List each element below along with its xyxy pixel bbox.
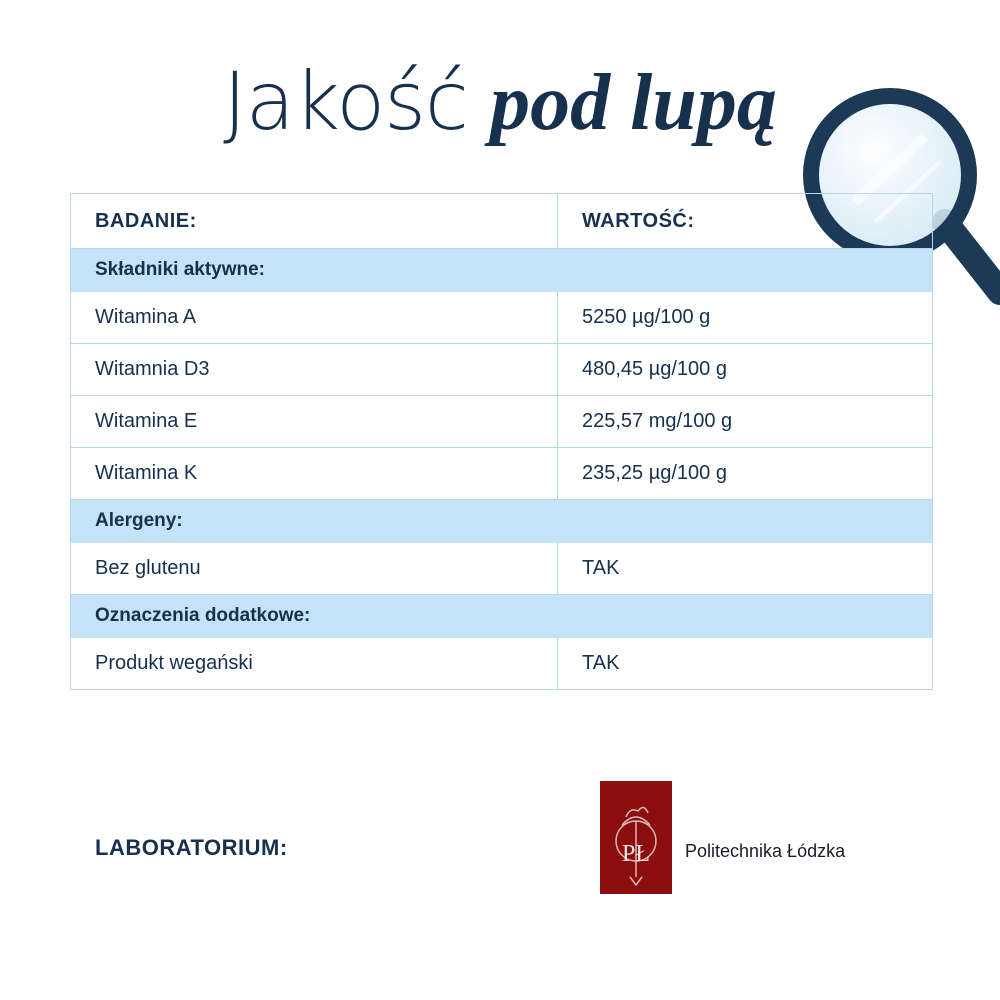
row-name: Witamina K	[71, 448, 558, 500]
row-value: 480,45 µg/100 g	[558, 344, 933, 396]
section-row	[71, 249, 933, 292]
title-part-regular: Jakość	[223, 55, 468, 148]
laboratory-name: Politechnika Łódzka	[685, 841, 846, 861]
row-value: 225,57 mg/100 g	[558, 396, 933, 448]
row-value: 235,25 µg/100 g	[558, 448, 933, 500]
table-header-row	[71, 194, 933, 249]
row-name: Bez glutenu	[71, 543, 558, 595]
section-row	[71, 595, 933, 638]
logo-text: PŁ	[621, 841, 651, 867]
table-row	[71, 344, 933, 396]
results-table	[70, 193, 933, 690]
section-label: Alergeny:	[71, 500, 933, 543]
university-logo	[600, 781, 672, 894]
section-row	[71, 500, 933, 543]
section-label: Składniki aktywne:	[71, 249, 933, 292]
title-part-accent: pod lupą	[490, 59, 777, 147]
row-name: Witamina E	[71, 396, 558, 448]
section-label: Oznaczenia dodatkowe:	[71, 595, 933, 638]
table-row	[71, 543, 933, 595]
table-row	[71, 448, 933, 500]
row-name: Witamnia D3	[71, 344, 558, 396]
laboratory-label: LABORATORIUM:	[95, 835, 288, 860]
table-row	[71, 396, 933, 448]
row-name: Produkt wegański	[71, 638, 558, 690]
table-row	[71, 638, 933, 690]
row-value: TAK	[558, 543, 933, 595]
row-value: 5250 µg/100 g	[558, 292, 933, 344]
row-value: TAK	[558, 638, 933, 690]
header-wartosc: WARTOŚĆ:	[558, 194, 933, 249]
header-badanie: BADANIE:	[71, 194, 558, 249]
table-row	[71, 292, 933, 344]
row-name: Witamina A	[71, 292, 558, 344]
